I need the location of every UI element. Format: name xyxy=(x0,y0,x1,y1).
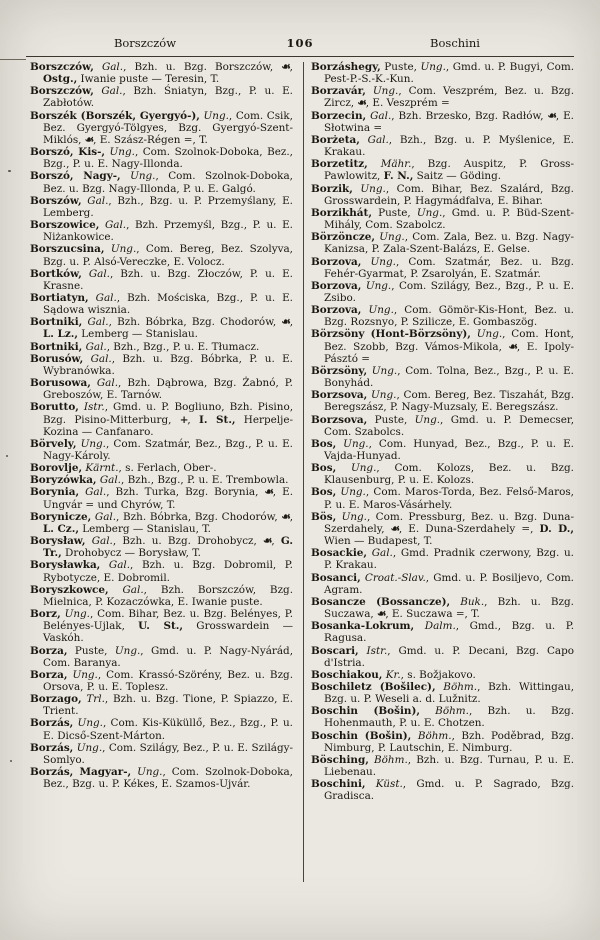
entry-text: , Gmd. u. P. Sagrado, Bzg. Gradisca. xyxy=(324,778,574,803)
entry-text: Lemberg — Stanislau, T. xyxy=(78,522,211,535)
entry-text: , Com. Szolnok-Doboka, Bez., Bzg. u. P. Kékes, E. Szamos-Ujvár. xyxy=(43,766,293,791)
entry-text: Puste, xyxy=(367,413,415,426)
gazetteer-entry xyxy=(311,183,574,207)
gazetteer-entry xyxy=(30,377,293,401)
region-abbrev: Ung. xyxy=(199,109,229,122)
region-abbrev: Ung. xyxy=(361,304,394,317)
railway-line-abbrev: G. Tr., xyxy=(43,535,293,560)
entry-headword: Bos, xyxy=(311,462,337,475)
post-horn-icon: ☙ xyxy=(264,486,273,499)
region-abbrev: Istr. xyxy=(78,401,105,414)
entry-headword: Borzás, Magyar-, xyxy=(30,766,132,779)
gazetteer-entry xyxy=(30,292,293,316)
entry-headword: Bösching, xyxy=(311,753,369,766)
entry-text: Drohobycz — Borysław, T. xyxy=(61,547,201,560)
entry-text: , Com. Bereg, Bez. Tiszahát, Bzg. Beregszász, P. Nagy-Muzsaly, E. Beregszász. xyxy=(324,389,574,414)
entry-headword: Borzova, xyxy=(311,279,362,292)
gazetteer-entry xyxy=(311,134,574,158)
gazetteer-entry xyxy=(30,645,293,669)
entry-text: , E. Duna-Szerdahely =, xyxy=(398,522,540,535)
entry-text: , Bzh. Bóbrka, Bzg. Chodorów, xyxy=(108,316,282,329)
gazetteer-entry xyxy=(30,608,293,644)
entry-headword: Bosackie, xyxy=(311,547,367,560)
entry-headword: Bosanka-Lokrum, xyxy=(311,620,415,633)
gazetteer-entry xyxy=(311,462,574,486)
entry-headword: Borzás, xyxy=(30,717,74,730)
region-abbrev: Gal. xyxy=(367,547,393,560)
entry-headword: Borszczów, xyxy=(30,61,94,73)
region-abbrev: Ung. xyxy=(114,644,141,657)
entry-headword: Borzetitz, xyxy=(311,158,368,171)
gazetteer-entry xyxy=(311,572,574,596)
post-horn-icon: ☙ xyxy=(377,608,386,621)
gazetteer-entry xyxy=(311,486,574,510)
entry-headword: Borszowice, xyxy=(30,219,100,232)
entry-text: , Com. Szilágy, Bez., Bzg., P. u. E. Zsibo. xyxy=(324,279,574,304)
entry-text: , Bzh. Wittingau, Bzg. u. P. Weseli a. d. Lužnitz. xyxy=(324,680,574,706)
entry-text: Iwanie puste — Teresin, T. xyxy=(77,73,220,86)
entry-headword: Borzás, xyxy=(30,741,74,754)
entry-text: , Gmd. u. P. Demecser, Com. Szabolcs. xyxy=(324,413,575,438)
gazetteer-entry xyxy=(311,547,574,571)
scan-speck xyxy=(6,455,8,457)
region-abbrev: Ung. xyxy=(361,279,392,292)
entry-text: , E. Ipoly-Pásztó = xyxy=(324,340,574,365)
gazetteer-entry xyxy=(311,304,574,328)
gazetteer-entry xyxy=(30,353,293,377)
gazetteer-entry xyxy=(30,401,293,437)
entry-text: Lemberg — Stanislau. xyxy=(77,328,198,341)
header-rule-fragment xyxy=(0,59,26,60)
railway-line-abbrev: F. N., xyxy=(383,170,414,183)
cross-icon: + xyxy=(179,413,188,426)
gazetteer-entry xyxy=(311,85,574,109)
region-abbrev: Ung. xyxy=(367,364,398,377)
entry-headword: Bortków, xyxy=(30,267,82,280)
gazetteer-entry xyxy=(311,110,574,134)
gazetteer-entry xyxy=(30,438,293,462)
entry-text: , Bzh. u. Bzg. Złoczów, P. u. E. Krasne. xyxy=(43,267,293,292)
region-abbrev: Gal. xyxy=(81,194,109,207)
entry-headword: Borz, xyxy=(30,608,61,621)
gazetteer-entry xyxy=(30,268,293,292)
gazetteer-entry xyxy=(311,280,574,304)
entry-headword: Borza, xyxy=(30,644,68,657)
entry-text: , Bzh. u. Bzg. Borszczów, xyxy=(123,61,282,73)
entry-headword: Borutto, xyxy=(30,401,79,414)
post-horn-icon: ☙ xyxy=(263,535,272,548)
entry-text: , Com. Szolnok-Doboka, Bez. u. Bzg. Nagy-Illonda, P. u. E. Galgó. xyxy=(43,170,293,195)
entry-text: , Bzh. Przemyśl, Bzg., P. u. E. Niżankowice. xyxy=(43,219,293,244)
entry-headword: Borzova, xyxy=(311,255,362,268)
gazetteer-entry xyxy=(30,717,293,741)
entry-text: , Com. Tolna, Bez., Bzg., P. u. E. Bonyhád. xyxy=(324,364,574,390)
post-horn-icon: ☙ xyxy=(357,97,366,110)
region-abbrev: Gal. xyxy=(88,291,117,304)
gazetteer-entry xyxy=(311,620,574,644)
railway-line-abbrev: I. St., xyxy=(198,413,236,426)
gazetteer-entry xyxy=(311,158,574,182)
region-abbrev: Trl. xyxy=(81,693,105,706)
entry-headword: Börzsöny, xyxy=(311,364,368,377)
entry-headword: Borzova, xyxy=(311,304,362,317)
entry-text: , Com. Szilágy, Bez., P. u. E. Szilágy-Somlyo. xyxy=(43,741,293,766)
entry-headword: Borzikhát, xyxy=(311,206,372,219)
entry-headword: Borszék (Borszék, Gyergyó-), xyxy=(30,109,200,122)
entry-text: , Bzh. Mościska, Bzg., P. u. E. Sądowa wisznia. xyxy=(43,291,293,317)
region-abbrev: Ung. xyxy=(470,328,503,341)
entry-headword: Borysławka, xyxy=(30,559,101,572)
entry-text: , Bzh. u. Bzg. Bóbrka, P. u. E. Wybranówka. xyxy=(43,352,293,377)
region-abbrev: Buk. xyxy=(450,595,485,608)
entry-headword: Borszó, Kis-, xyxy=(30,146,106,159)
entry-headword: Borzecin, xyxy=(311,109,367,122)
entry-headword: Borysław, xyxy=(30,535,86,548)
gazetteer-entry xyxy=(30,195,293,219)
region-abbrev: Ung. xyxy=(336,510,367,523)
entry-text: , Com. Csik, Bez. Gyergyó-Tölgyes, Bzg. Gyergyó-Szent-Miklós, xyxy=(43,109,293,146)
entry-headword: Borusowa, xyxy=(30,377,91,390)
entry-headword: Bortniki, xyxy=(30,340,83,353)
entry-text: , E. Veszprém = xyxy=(365,97,450,110)
region-abbrev: Böhm. xyxy=(435,680,478,693)
region-abbrev: Ung. xyxy=(367,389,397,402)
region-abbrev: Ung. xyxy=(67,668,98,681)
gazetteer-entry xyxy=(30,766,293,790)
post-horn-icon: ☙ xyxy=(281,316,290,329)
railway-line-abbrev: L. Lz., xyxy=(43,328,78,341)
entry-headword: Borzáshegy, xyxy=(311,61,381,73)
entry-text: , Bzh. u. Bzg. Tione, P. Spiazzo, E. Trient. xyxy=(43,693,293,718)
entry-text: , E. Słotwina = xyxy=(324,109,574,134)
entry-text: , Com. Gömör-Kis-Hont, Bez. u. Bzg. Rozsnyo, P. Szilicze, E. Gombaszög. xyxy=(324,304,574,329)
post-horn-icon: ☙ xyxy=(508,340,517,353)
region-abbrev: Ung. xyxy=(60,608,90,621)
entry-headword: Borusów, xyxy=(30,352,84,365)
entry-text: , Bzh. Borszczów, Bzg. Mielnica, P. Kozaczówka, E. Iwanie puste. xyxy=(43,583,293,608)
entry-text: Grosswardein — Vaskóh. xyxy=(43,620,293,645)
entry-text: , Com. Hunyad, Bez., Bzg., P. u. E. Vajda-Hunyad. xyxy=(324,437,574,462)
region-abbrev: Gal. xyxy=(91,510,117,523)
entry-text: , Com. Bereg, Bez. Szolyva, Bzg. u. P. Alsó-Vereczke, E. Volocz. xyxy=(43,243,293,268)
railway-line-abbrev: D. D., xyxy=(539,522,574,535)
region-abbrev: Mähr. xyxy=(367,158,412,171)
entry-headword: Borovlje, xyxy=(30,462,83,475)
entry-headword: Boschin (Bošin), xyxy=(311,729,412,742)
gazetteer-entry xyxy=(311,754,574,778)
region-abbrev: Gal. xyxy=(82,340,107,353)
entry-headword: Borżeta, xyxy=(311,133,360,146)
gazetteer-entry xyxy=(30,61,293,85)
gazetteer-entry xyxy=(311,645,574,669)
entry-headword: Borszczów, xyxy=(30,85,94,98)
region-abbrev: Gal. xyxy=(96,474,121,487)
entry-text: Wien — Budapest, T. xyxy=(324,535,433,548)
region-abbrev: Gal. xyxy=(79,486,107,499)
entry-text: , Gmd. u. P. Bugyi, Com. Pest-P.-S.-K.-Kun. xyxy=(324,61,574,86)
gazetteer-entry xyxy=(311,511,574,547)
page-content xyxy=(30,61,574,803)
railway-line-abbrev: L. Cz., xyxy=(43,522,79,535)
region-abbrev: Ung. xyxy=(416,206,443,219)
region-abbrev: Dalm. xyxy=(414,620,456,633)
entry-text: , Com. Maros-Torda, Bez. Felső-Maros, P. u. E. Maros-Vásárhely. xyxy=(324,486,574,511)
entry-text: , xyxy=(271,535,281,548)
gazetteer-entry xyxy=(311,207,574,231)
entry-headword: Boryzówka, xyxy=(30,474,97,487)
region-abbrev: Böhm. xyxy=(419,705,469,718)
entry-headword: Borzik, xyxy=(311,182,353,195)
gazetteer-entry xyxy=(311,365,574,389)
entry-text: Puste, xyxy=(371,206,417,219)
entry-text: , Gmd. u. P. Büd-Szent-Mihály, Com. Szabolcz. xyxy=(324,206,574,232)
entry-headword: Borzago, xyxy=(30,693,82,706)
region-abbrev: Ung. xyxy=(105,146,135,159)
gazetteer-entry xyxy=(30,742,293,766)
entry-text: , Com. Zala, Bez. u. Bzg. Nagy-Kanizsa, P. Zala-Szent-Balázs, E. Gelse. xyxy=(324,231,574,256)
entry-text: , Bzh. Dąbrowa, Bzg. Żabnó, P. Greboszów, E. Tarnów. xyxy=(43,377,293,402)
entry-headword: Bortniki, xyxy=(30,316,83,329)
region-abbrev: Gal. xyxy=(359,133,389,146)
entry-text: , Com. Hont, Bez. Szobb, Bzg. Vámos-Mikola, xyxy=(324,328,574,353)
region-abbrev: Ung. xyxy=(104,243,137,256)
entry-text: , Com. Pressburg, Bez. u. Bzg. Duna-Szerdahely, xyxy=(324,510,575,535)
entry-text: , xyxy=(289,61,293,73)
entry-text: , Gmd. Pradnik czerwony, Bzg. u. P. Krakau. xyxy=(324,547,574,572)
gazetteer-entry xyxy=(311,328,574,364)
region-abbrev: Gal. xyxy=(93,85,123,98)
entry-text: , Bzh. u. Bzg. Hohenmauth, P. u. E. Chotzen. xyxy=(324,705,575,730)
gazetteer-entry xyxy=(311,778,574,802)
entry-text: , Gmd. u. P. Bosiljevo, Com. Agram. xyxy=(324,571,574,596)
entry-text: , Bzh. Śniatyn, Bzg., P. u. E. Zabłotów. xyxy=(43,85,293,110)
entry-headword: Bortiatyn, xyxy=(30,291,89,304)
region-abbrev: Gal. xyxy=(100,559,131,572)
region-abbrev: Ung. xyxy=(352,182,386,195)
entry-text: , Bzh. u. Bzg. Drohobycz, xyxy=(112,535,264,548)
entry-text: , E. Ungvár = und Chyrów, T. xyxy=(43,486,293,511)
entry-text: , Gmd. u. P. Decani, Bzg. Capo d'Istria. xyxy=(324,644,574,669)
region-abbrev: Ung. xyxy=(73,717,103,730)
entry-text: , Com. Szolnok-Doboka, Bez., Bzg., P. u. E. Nagy-Illonda. xyxy=(43,146,293,171)
entry-headword: Borzavár, xyxy=(311,85,366,98)
entry-headword: Börzsöny (Hont-Börzsöny), xyxy=(311,328,471,341)
gazetteer-entry xyxy=(311,389,574,413)
entry-headword: Borzsova, xyxy=(311,413,368,426)
region-abbrev: Ung. xyxy=(76,437,106,450)
entry-text: , Com. Kolozs, Bez. u. Bzg. Klausenburg, P. u. E. Kolozs. xyxy=(324,462,574,487)
region-abbrev: Gal. xyxy=(82,316,109,329)
region-abbrev: Küst. xyxy=(365,778,403,791)
gazetteer-entry xyxy=(30,219,293,243)
gazetteer-entry xyxy=(311,681,574,705)
entry-text: , Bzh., Bzg., P. u. E. Tłumacz. xyxy=(106,340,260,353)
entry-text: , Bzh. Turka, Bzg. Borynia, xyxy=(106,486,265,499)
gazetteer-entry xyxy=(311,438,574,462)
gazetteer-entry xyxy=(30,462,293,474)
entry-headword: Bos, xyxy=(311,486,337,499)
entry-text: , Bzh. u. Bzg. Suczawa, xyxy=(324,595,574,621)
entry-text: , E. Szász-Régen =, T. xyxy=(93,133,208,146)
railway-line-abbrev: Ostg., xyxy=(43,73,78,86)
gazetteer-entry xyxy=(30,243,293,267)
entry-headword: Boryszkowce, xyxy=(30,583,109,596)
gazetteer-entry xyxy=(30,85,293,109)
region-abbrev: Ung. xyxy=(420,61,446,73)
entry-text: , Bzh. Bóbrka, Bzg. Chodorów, xyxy=(116,510,282,523)
region-abbrev: Kärnt. xyxy=(82,462,119,475)
post-horn-icon: ☙ xyxy=(84,133,94,146)
region-abbrev: Ung. xyxy=(131,766,163,779)
post-horn-icon: ☙ xyxy=(390,522,399,535)
entry-text: , Gmd., Bzg. u. P. Ragusa. xyxy=(324,620,574,645)
entry-text: , Com. Bihar, Bez. u. Bzg. Belényes, P. Belényes-Ujlak, xyxy=(43,608,293,633)
region-abbrev: Gal. xyxy=(366,109,392,122)
entry-text: , Com. Bihar, Bez. Szalárd, Bzg. Grosswardein, P. Hagymádfalva, E. Bihar. xyxy=(324,182,574,207)
entry-headword: Börzöncze, xyxy=(311,231,376,244)
entry-headword: Börvely, xyxy=(30,437,77,450)
entry-headword: Borszów, xyxy=(30,194,82,207)
entry-headword: Boschiakou, xyxy=(311,668,383,681)
entry-headword: Borynia, xyxy=(30,486,80,499)
entry-text: , Gmd. u. P. Bogliuno, Bzh. Pisino, Bzg. Pisino-Mitterburg, xyxy=(43,401,294,426)
entry-text: Herpelje-Kozina — Canfanaro. xyxy=(43,413,293,438)
entry-text: , Com. Kis-Küküllő, Bez., Bzg., P. u. E. Dicső-Szent-Márton. xyxy=(43,717,293,742)
entry-text: , xyxy=(289,510,293,523)
gazetteer-entry xyxy=(311,256,574,280)
region-abbrev: Ung. xyxy=(375,231,405,244)
scan-speck xyxy=(8,170,11,172)
entry-text: , Com. Szatmár, Bez. u. Bzg. Fehér-Gyarmat, P. Zsarolyán, E. Szatmár. xyxy=(324,255,574,280)
post-horn-icon: ☙ xyxy=(281,510,290,523)
region-abbrev: Gal. xyxy=(93,61,124,73)
gazetteer-entry xyxy=(30,110,293,146)
entry-text: , E. Suczawa =, T. xyxy=(385,608,480,621)
entry-headword: Borszucsina, xyxy=(30,243,105,256)
entry-text: , Bzh. Poděbrad, Bzg. Nimburg, P. Lautschin, E. Nimburg. xyxy=(324,729,574,754)
entry-text: , Bzh. Brzesko, Bzg. Radłów, xyxy=(391,109,548,122)
header-right-keyword: Boschini xyxy=(430,36,480,50)
entry-text: , Bzh., Bzg. u. P. Przemyślany, E. Lemberg. xyxy=(43,194,293,219)
entry-text: , Bzh., Bzg., P. u. E. Trembowla. xyxy=(121,474,289,487)
gazetteer-entry xyxy=(30,146,293,170)
region-abbrev: Kr. xyxy=(382,668,401,681)
entry-headword: Boschini, xyxy=(311,778,366,791)
region-abbrev: Croat.-Slav. xyxy=(360,571,426,584)
entry-text: , Bzh., Bzg. u. P. Myślenice, E. Krakau. xyxy=(324,133,574,159)
right-column xyxy=(311,61,574,803)
region-abbrev: Istr. xyxy=(358,644,388,657)
gazetteer-entry xyxy=(30,693,293,717)
entry-headword: Borzsova, xyxy=(311,389,368,402)
entry-headword: Bosanci, xyxy=(311,571,361,584)
post-horn-icon: ☙ xyxy=(547,109,556,122)
gazetteer-entry xyxy=(311,730,574,754)
region-abbrev: Gal. xyxy=(81,267,110,280)
gazetteer-entry xyxy=(311,414,574,438)
entry-headword: Borszó, Nagy-, xyxy=(30,170,121,183)
entry-headword: Boscari, xyxy=(311,644,359,657)
entry-text: , s. Ferlach, Ober-. xyxy=(118,462,217,475)
gazetteer-entry xyxy=(30,486,293,510)
entry-headword: Boschin (Bošin), xyxy=(311,705,420,718)
entry-headword: Bosancze (Bossancze), xyxy=(311,595,451,608)
region-abbrev: Gal. xyxy=(99,219,127,232)
region-abbrev: Gal. xyxy=(90,377,118,390)
page-header xyxy=(30,36,570,50)
entry-text: , Bzh. u. Bzg. Dobromil, P. Rybotycze, E. Dobromil. xyxy=(43,559,293,584)
entry-headword: Boschiletz (Bošilec), xyxy=(311,680,436,693)
region-abbrev: Gal. xyxy=(85,535,113,548)
region-abbrev: Ung. xyxy=(336,437,369,450)
entry-text: , Com. Veszprém, Bez. u. Bzg. Zircz, xyxy=(324,85,574,110)
gazetteer-entry xyxy=(311,61,574,85)
gazetteer-entry xyxy=(30,170,293,194)
railway-line-abbrev: U. St., xyxy=(138,620,184,633)
region-abbrev: Ung. xyxy=(73,741,103,754)
gazetteer-entry xyxy=(311,705,574,729)
header-rule xyxy=(26,56,574,57)
gazetteer-entry xyxy=(30,474,293,486)
entry-text: , xyxy=(187,413,199,426)
entry-text: Puste, xyxy=(380,61,421,73)
entry-text: , Com. Szatmár, Bez., Bzg., P. u. E. Nagy-Károly. xyxy=(43,437,293,462)
region-abbrev: Böhm. xyxy=(411,729,452,742)
left-column xyxy=(30,61,293,803)
entry-headword: Borza, xyxy=(30,668,68,681)
region-abbrev: Ung. xyxy=(361,255,396,268)
entry-text: , xyxy=(289,316,293,329)
entry-text: , Gmd. u. P. Nagy-Nyárád, Com. Baranya. xyxy=(43,644,293,669)
entry-text: Puste, xyxy=(67,644,115,657)
gazetteer-entry xyxy=(30,511,293,535)
region-abbrev: Gal. xyxy=(108,583,144,596)
page-number: 106 xyxy=(286,36,314,50)
scan-speck xyxy=(10,760,12,762)
gazetteer-entry xyxy=(311,231,574,255)
region-abbrev: Ung. xyxy=(365,85,399,98)
gazetteer-entry xyxy=(30,584,293,608)
entry-headword: Bos, xyxy=(311,437,337,450)
gazetteer-entry xyxy=(30,669,293,693)
region-abbrev: Ung. xyxy=(120,170,156,183)
gazetteer-entry xyxy=(311,596,574,620)
header-left-keyword: Borszczów xyxy=(113,36,177,50)
gazetteer-entry xyxy=(311,669,574,681)
gazetteer-entry xyxy=(30,535,293,559)
gazetteer-entry xyxy=(30,341,293,353)
region-abbrev: Böhm. xyxy=(368,753,408,766)
entry-headword: Bös, xyxy=(311,510,337,523)
entry-text: , Bzg. Auspitz, P. Gross-Pawlowitz, xyxy=(324,158,575,183)
region-abbrev: Ung. xyxy=(414,413,441,426)
region-abbrev: Gal. xyxy=(83,352,112,365)
region-abbrev: Ung. xyxy=(336,462,377,475)
entry-text: , s. Božjakovo. xyxy=(400,668,476,681)
post-horn-icon: ☙ xyxy=(281,61,290,73)
entry-headword: Borynicze, xyxy=(30,510,92,523)
gazetteer-entry xyxy=(30,316,293,340)
entry-text: Saitz — Göding. xyxy=(413,170,502,183)
entry-text: , Bzh. u. Bzg. Turnau, P. u. E. Liebenau. xyxy=(324,753,574,779)
entry-text: , Com. Krassó-Szörény, Bez. u. Bzg. Orsova, P. u. E. Toplesz. xyxy=(43,668,293,693)
gazetteer-entry xyxy=(30,559,293,583)
region-abbrev: Ung. xyxy=(336,486,366,499)
